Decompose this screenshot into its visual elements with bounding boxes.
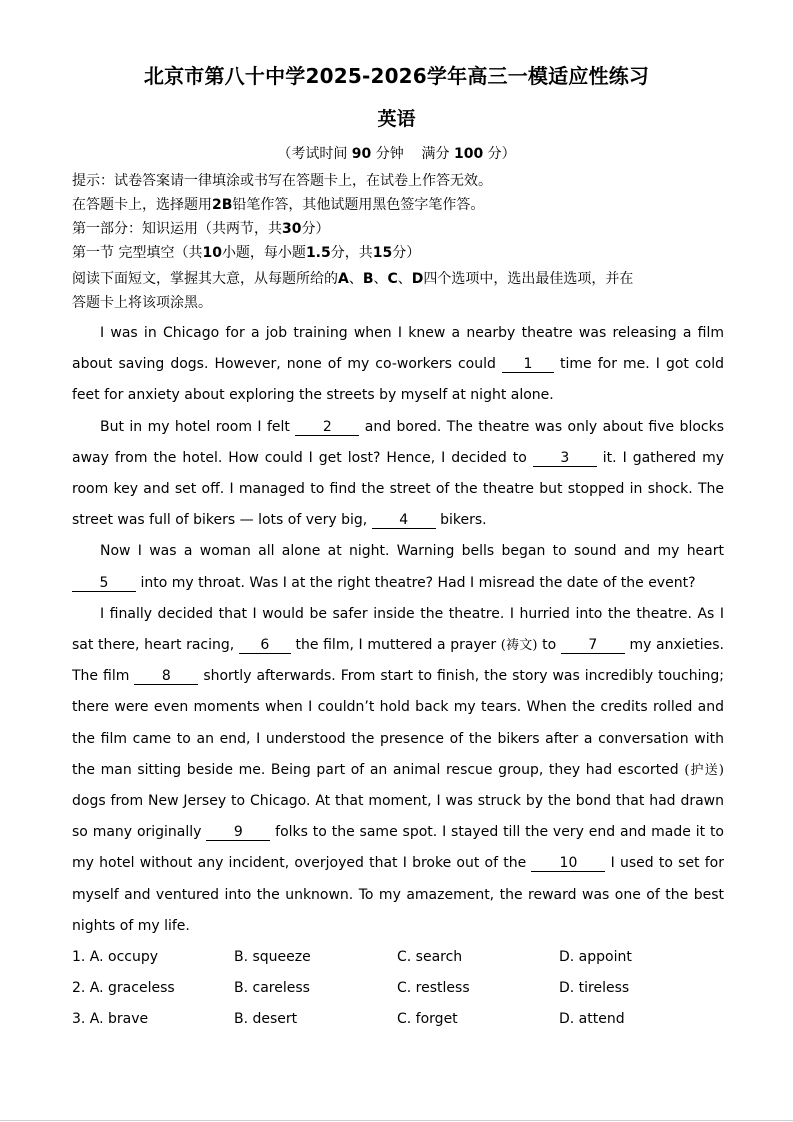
question-row-3 bbox=[72, 1007, 732, 1038]
instr4-e: 分，共 bbox=[330, 245, 373, 261]
blank-6: 6 bbox=[239, 637, 291, 654]
p4-text-d: my anxieties. The film bbox=[72, 637, 724, 685]
blank-3: 3 bbox=[533, 450, 597, 467]
blank-10: 10 bbox=[531, 855, 605, 872]
instr4-b: 10 bbox=[202, 245, 222, 261]
instr5-d: B bbox=[362, 271, 374, 287]
time-unit: 分钟 bbox=[375, 146, 404, 162]
score-label: 满分 bbox=[421, 146, 450, 162]
exam-time-info bbox=[0, 143, 793, 165]
option-3d: D. attend bbox=[559, 1011, 625, 1027]
instr2-c: 铅笔作答，其他试题用黑色签字笔作答。 bbox=[232, 197, 485, 213]
p4-text-g: folks to the same spot. I stayed till the very end and made it to my hotel without any incident, overjoyed that I broke out of the bbox=[72, 824, 724, 872]
section-one-heading bbox=[72, 242, 732, 264]
instr2-b: 2B bbox=[212, 197, 233, 213]
passage-paragraph-1 bbox=[72, 318, 724, 412]
title-exam: 学年高三一模适应性练习 bbox=[426, 64, 650, 88]
instr5-i: 四个选项中，选出最佳选项，并在 bbox=[423, 271, 634, 287]
time-value: 90 bbox=[351, 146, 372, 162]
instr5-b: A bbox=[338, 271, 349, 287]
title-year: 2025-2026 bbox=[305, 64, 427, 88]
question-row-1 bbox=[72, 945, 732, 976]
cloze-passage bbox=[72, 318, 724, 942]
gloss-prayer: (祷文) bbox=[500, 638, 538, 654]
reading-instruction-cont: 答题卡上将该项涂黑。 bbox=[72, 295, 212, 311]
instr4-a: 第一节 完型填空（共 bbox=[72, 245, 203, 261]
instruction-line-1: 提示：试卷答案请一律填涂或书写在答题卡上，在试卷上作答无效。 bbox=[72, 173, 492, 189]
option-1a: 1. A. occupy bbox=[72, 949, 159, 965]
question-row-2 bbox=[72, 976, 732, 1007]
blank-1: 1 bbox=[502, 356, 554, 373]
option-2c: C. restless bbox=[397, 980, 470, 996]
instr5-g: 、 bbox=[397, 271, 412, 287]
option-1d: D. appoint bbox=[559, 949, 632, 965]
part-one-heading bbox=[72, 218, 732, 240]
p3-text-a: Now I was a woman all alone at night. Warning bells began to sound and my heart bbox=[100, 543, 724, 560]
instr2-a: 在答题卡上，选择题用 bbox=[72, 197, 212, 213]
instr5-c: 、 bbox=[348, 271, 363, 287]
score-value: 100 bbox=[453, 146, 484, 162]
instr3-a: 第一部分：知识运用（共两节，共 bbox=[72, 221, 282, 237]
instr4-g: 分） bbox=[392, 245, 421, 261]
p2-text-b: and bored. The theatre was only about five blocks away from the hotel. How could I get lost? Hence, I decided to bbox=[72, 418, 724, 466]
option-2b: B. careless bbox=[234, 980, 310, 996]
instr4-f: 15 bbox=[372, 245, 393, 261]
instr4-d: 1.5 bbox=[305, 245, 331, 261]
option-1c: C. search bbox=[397, 949, 463, 965]
p2-text-c: it. I gathered my room key and set off. I managed to find the street of the theatre but stopped in shock. The street was full of bikers — lots of very big, bbox=[72, 449, 725, 529]
gloss-escort: (护送) bbox=[684, 762, 724, 778]
option-3c: C. forget bbox=[397, 1011, 458, 1027]
option-2d: D. tireless bbox=[559, 980, 630, 996]
blank-5: 5 bbox=[72, 575, 136, 592]
blank-7: 7 bbox=[561, 637, 625, 654]
passage-paragraph-3 bbox=[72, 536, 724, 598]
score-unit: 分） bbox=[487, 146, 516, 162]
passage-paragraph-4 bbox=[72, 599, 724, 942]
exam-title bbox=[0, 62, 793, 90]
question-options bbox=[72, 945, 732, 1038]
reading-instruction bbox=[72, 268, 732, 290]
p3-text-b: into my throat. Was I at the right theatre? Had I misread the date of the event? bbox=[136, 574, 696, 591]
p4-text-a: I finally decided that I would be safer inside the theatre. I hurried into the theatre. As I sat there, heart racing, bbox=[72, 605, 724, 654]
option-3b: B. desert bbox=[234, 1011, 298, 1027]
instr5-f: C bbox=[387, 271, 398, 287]
time-label: （考试时间 bbox=[277, 146, 348, 162]
subject-heading: 英语 bbox=[377, 108, 416, 130]
p2-text-a: But in my hotel room I felt bbox=[100, 418, 296, 435]
blank-2: 2 bbox=[295, 419, 359, 436]
option-3a: 3. A. brave bbox=[72, 1011, 149, 1027]
p2-text-d: bikers. bbox=[435, 512, 487, 529]
p4-text-c: to bbox=[537, 637, 561, 654]
p4-text-e: shortly afterwards. From start to finish, the story was incredibly touching; there were even moments when I couldn’t hold back my tears. When the credits rolled and the film came to an end, I understood the presence of the bikers after a conversation with the man sitting beside me. Being part of an animal rescue group, they had escorted bbox=[72, 668, 724, 778]
option-1b: B. squeeze bbox=[234, 949, 311, 965]
blank-4: 4 bbox=[372, 512, 436, 529]
instr4-c: 小题，每小题 bbox=[221, 245, 306, 261]
instr3-b: 30 bbox=[282, 221, 302, 237]
instr3-c: 分） bbox=[301, 221, 330, 237]
instr5-h: D bbox=[411, 271, 424, 287]
blank-9: 9 bbox=[206, 824, 270, 841]
passage-paragraph-2 bbox=[72, 412, 724, 537]
p4-text-f: dogs from New Jersey to Chicago. At that moment, I was struck by the bond that had drawn so many originally bbox=[72, 793, 724, 841]
p4-text-b: the film, I muttered a prayer bbox=[290, 637, 501, 654]
instr5-e: 、 bbox=[373, 271, 388, 287]
p1-text-a: I was in Chicago for a job training when I knew a nearby theatre was releasing a film about saving dogs. However, none of my co-workers could bbox=[72, 325, 724, 373]
p1-text-b: time for me. I got cold feet for anxiety about exploring the streets by myself at night alone. bbox=[72, 356, 724, 404]
option-2a: 2. A. graceless bbox=[72, 980, 175, 996]
p4-text-h: I used to set for myself and ventured into the unknown. To my amazement, the reward was one of the best nights of my life. bbox=[72, 855, 725, 934]
blank-8: 8 bbox=[134, 668, 198, 685]
page-bottom-rule bbox=[0, 1120, 793, 1121]
title-school: 北京市第八十中学 bbox=[143, 64, 306, 88]
instr5-a: 阅读下面短文，掌握其大意，从每题所给的 bbox=[72, 271, 338, 287]
instruction-line-2 bbox=[72, 194, 732, 216]
